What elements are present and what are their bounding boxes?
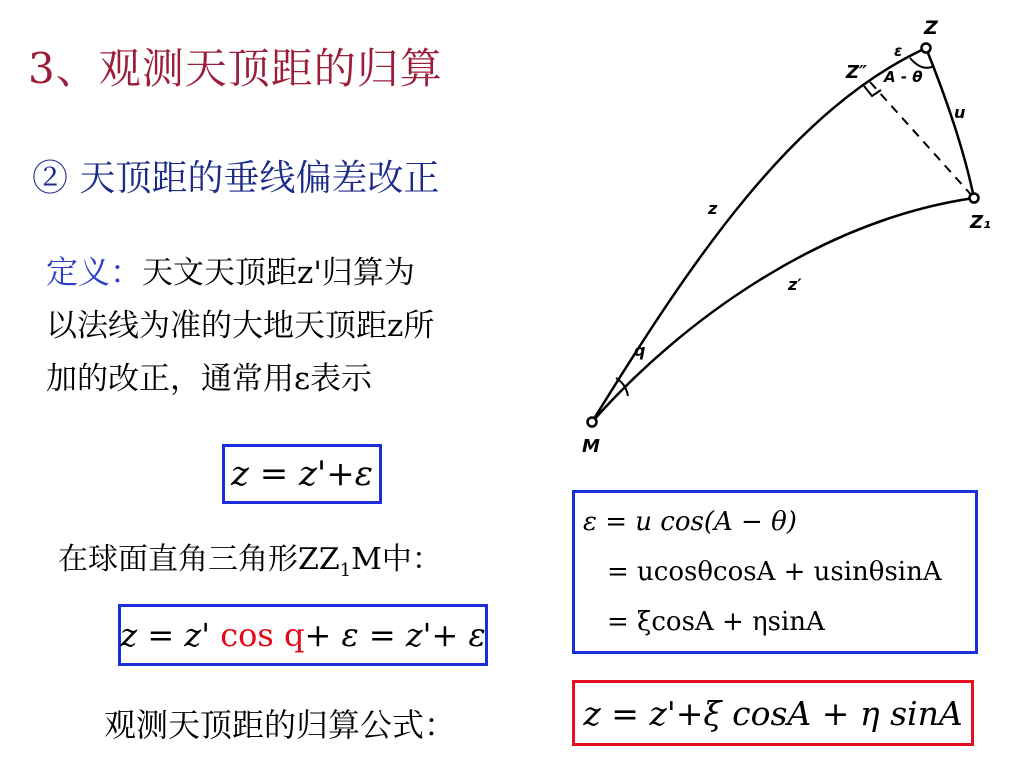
definition-line-2: 以法线为准的大地天顶距z所 (46, 308, 435, 344)
arc-z (592, 48, 926, 422)
spherical-triangle-text (58, 534, 442, 581)
label-z-prime: z′ (788, 275, 802, 294)
label-epsilon: ε (894, 42, 903, 60)
definition-label: 定义： (46, 253, 143, 291)
equation-z-box (222, 444, 382, 504)
equation-cosq-red: cos q (220, 616, 305, 654)
label-z-double-prime: Z″ (846, 62, 868, 83)
epsilon-derivation-box (572, 490, 978, 654)
spherical-subscript: 1 (339, 560, 352, 581)
definition-line-1: 天文天顶距z'归算为 (142, 255, 415, 291)
equation-cosq-part2: + ε = z'+ ε (304, 616, 486, 654)
label-q: q (634, 341, 646, 360)
label-m: M (582, 436, 600, 457)
label-z: Z (924, 17, 938, 39)
epsilon-line-2: = ucosθcosA + usinθsinA (607, 557, 942, 587)
arc-u (926, 48, 974, 198)
point-m (588, 418, 597, 427)
point-z (922, 44, 931, 53)
spherical-suffix: M中： (351, 542, 442, 577)
section-subtitle: ② 天顶距的垂线偏差改正 (32, 158, 440, 199)
point-z1 (970, 194, 979, 203)
definition-text (46, 246, 556, 406)
equation-z: z = z'+ε (230, 454, 373, 494)
equation-cosq-box (118, 604, 488, 666)
page-title: 3、观测天顶距的归算 (28, 44, 443, 93)
final-formula-box (572, 680, 974, 746)
spherical-triangle-diagram (572, 0, 1024, 470)
final-formula: z = z'+ξ cosA + η sinA (583, 693, 963, 733)
label-u: u (954, 103, 966, 122)
label-a-minus-theta: A - θ (884, 68, 923, 86)
arc-z-prime (592, 198, 974, 422)
label-z1: Z₁ (970, 212, 991, 233)
formula-label: 观测天顶距的归算公式： (104, 706, 457, 744)
right-angle-mark (864, 86, 881, 96)
epsilon-line-3: = ξcosA + ηsinA (607, 607, 825, 637)
label-z-arc: z (708, 199, 718, 218)
definition-line-3: 加的改正，通常用ε表示 (46, 361, 373, 397)
equation-cosq-part1: z = z' (120, 616, 211, 654)
epsilon-line-1: ε = u cos(A − θ) (583, 507, 797, 537)
spherical-prefix: 在球面直角三角形ZZ (58, 542, 340, 577)
